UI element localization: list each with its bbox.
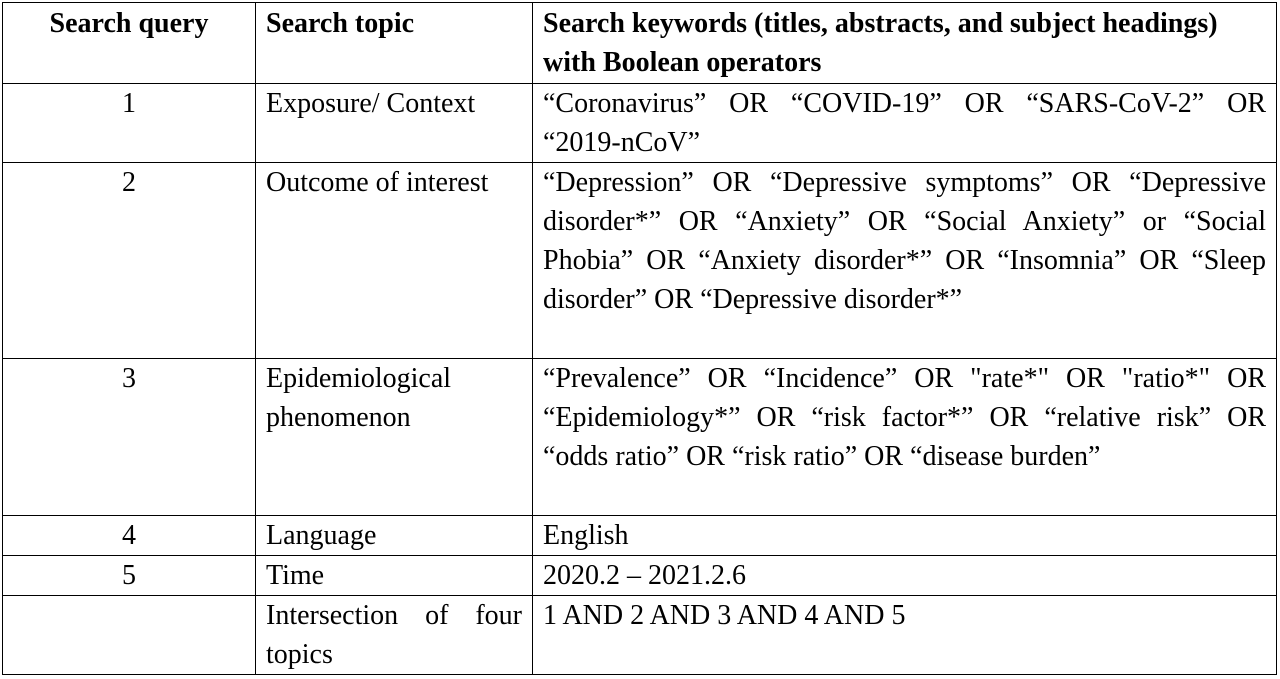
header-search-query: Search query xyxy=(3,3,256,84)
query-number-cell: 1 xyxy=(3,84,256,163)
keywords-cell: “Coronavirus” OR “COVID-19” OR “SARS-CoV-2” OR “2019-nCoV” xyxy=(533,84,1277,163)
header-search-topic: Search topic xyxy=(256,3,533,84)
topic-cell: Intersection of four topics xyxy=(256,596,533,675)
table-header-row xyxy=(3,3,1277,84)
topic-cell: Outcome of interest xyxy=(256,163,533,359)
search-strategy-table xyxy=(2,2,1277,675)
table-row xyxy=(3,516,1277,556)
query-number-cell: 3 xyxy=(3,359,256,516)
table-row xyxy=(3,163,1277,359)
table-row xyxy=(3,84,1277,163)
keywords-cell: “Depression” OR “Depressive symptoms” OR “Depressive disorder*” OR “Anxiety” OR “Social Anxiety” or “Social Phobia” OR “Anxiety disorder*” OR “Insomnia” OR “Sleep disorder” OR “Depressive disorder*” xyxy=(533,163,1277,359)
topic-cell: Epidemiological phenomenon xyxy=(256,359,533,516)
keywords-cell: 2020.2 – 2021.2.6 xyxy=(533,556,1277,596)
query-number-cell: 4 xyxy=(3,516,256,556)
keywords-cell: “Prevalence” OR “Incidence” OR "rate*" OR "ratio*" OR “Epidemiology*” OR “risk factor*” OR “relative risk” OR “odds ratio” OR “risk ratio” OR “disease burden” xyxy=(533,359,1277,516)
topic-cell: Language xyxy=(256,516,533,556)
keywords-cell: 1 AND 2 AND 3 AND 4 AND 5 xyxy=(533,596,1277,675)
header-search-keywords: Search keywords (titles, abstracts, and subject headings) with Boolean operators xyxy=(533,3,1277,84)
table-row xyxy=(3,556,1277,596)
query-number-cell: 5 xyxy=(3,556,256,596)
query-number-cell: 2 xyxy=(3,163,256,359)
table-row xyxy=(3,359,1277,516)
query-number-cell xyxy=(3,596,256,675)
table-row xyxy=(3,596,1277,675)
topic-cell: Exposure/ Context xyxy=(256,84,533,163)
keywords-cell: English xyxy=(533,516,1277,556)
topic-cell: Time xyxy=(256,556,533,596)
